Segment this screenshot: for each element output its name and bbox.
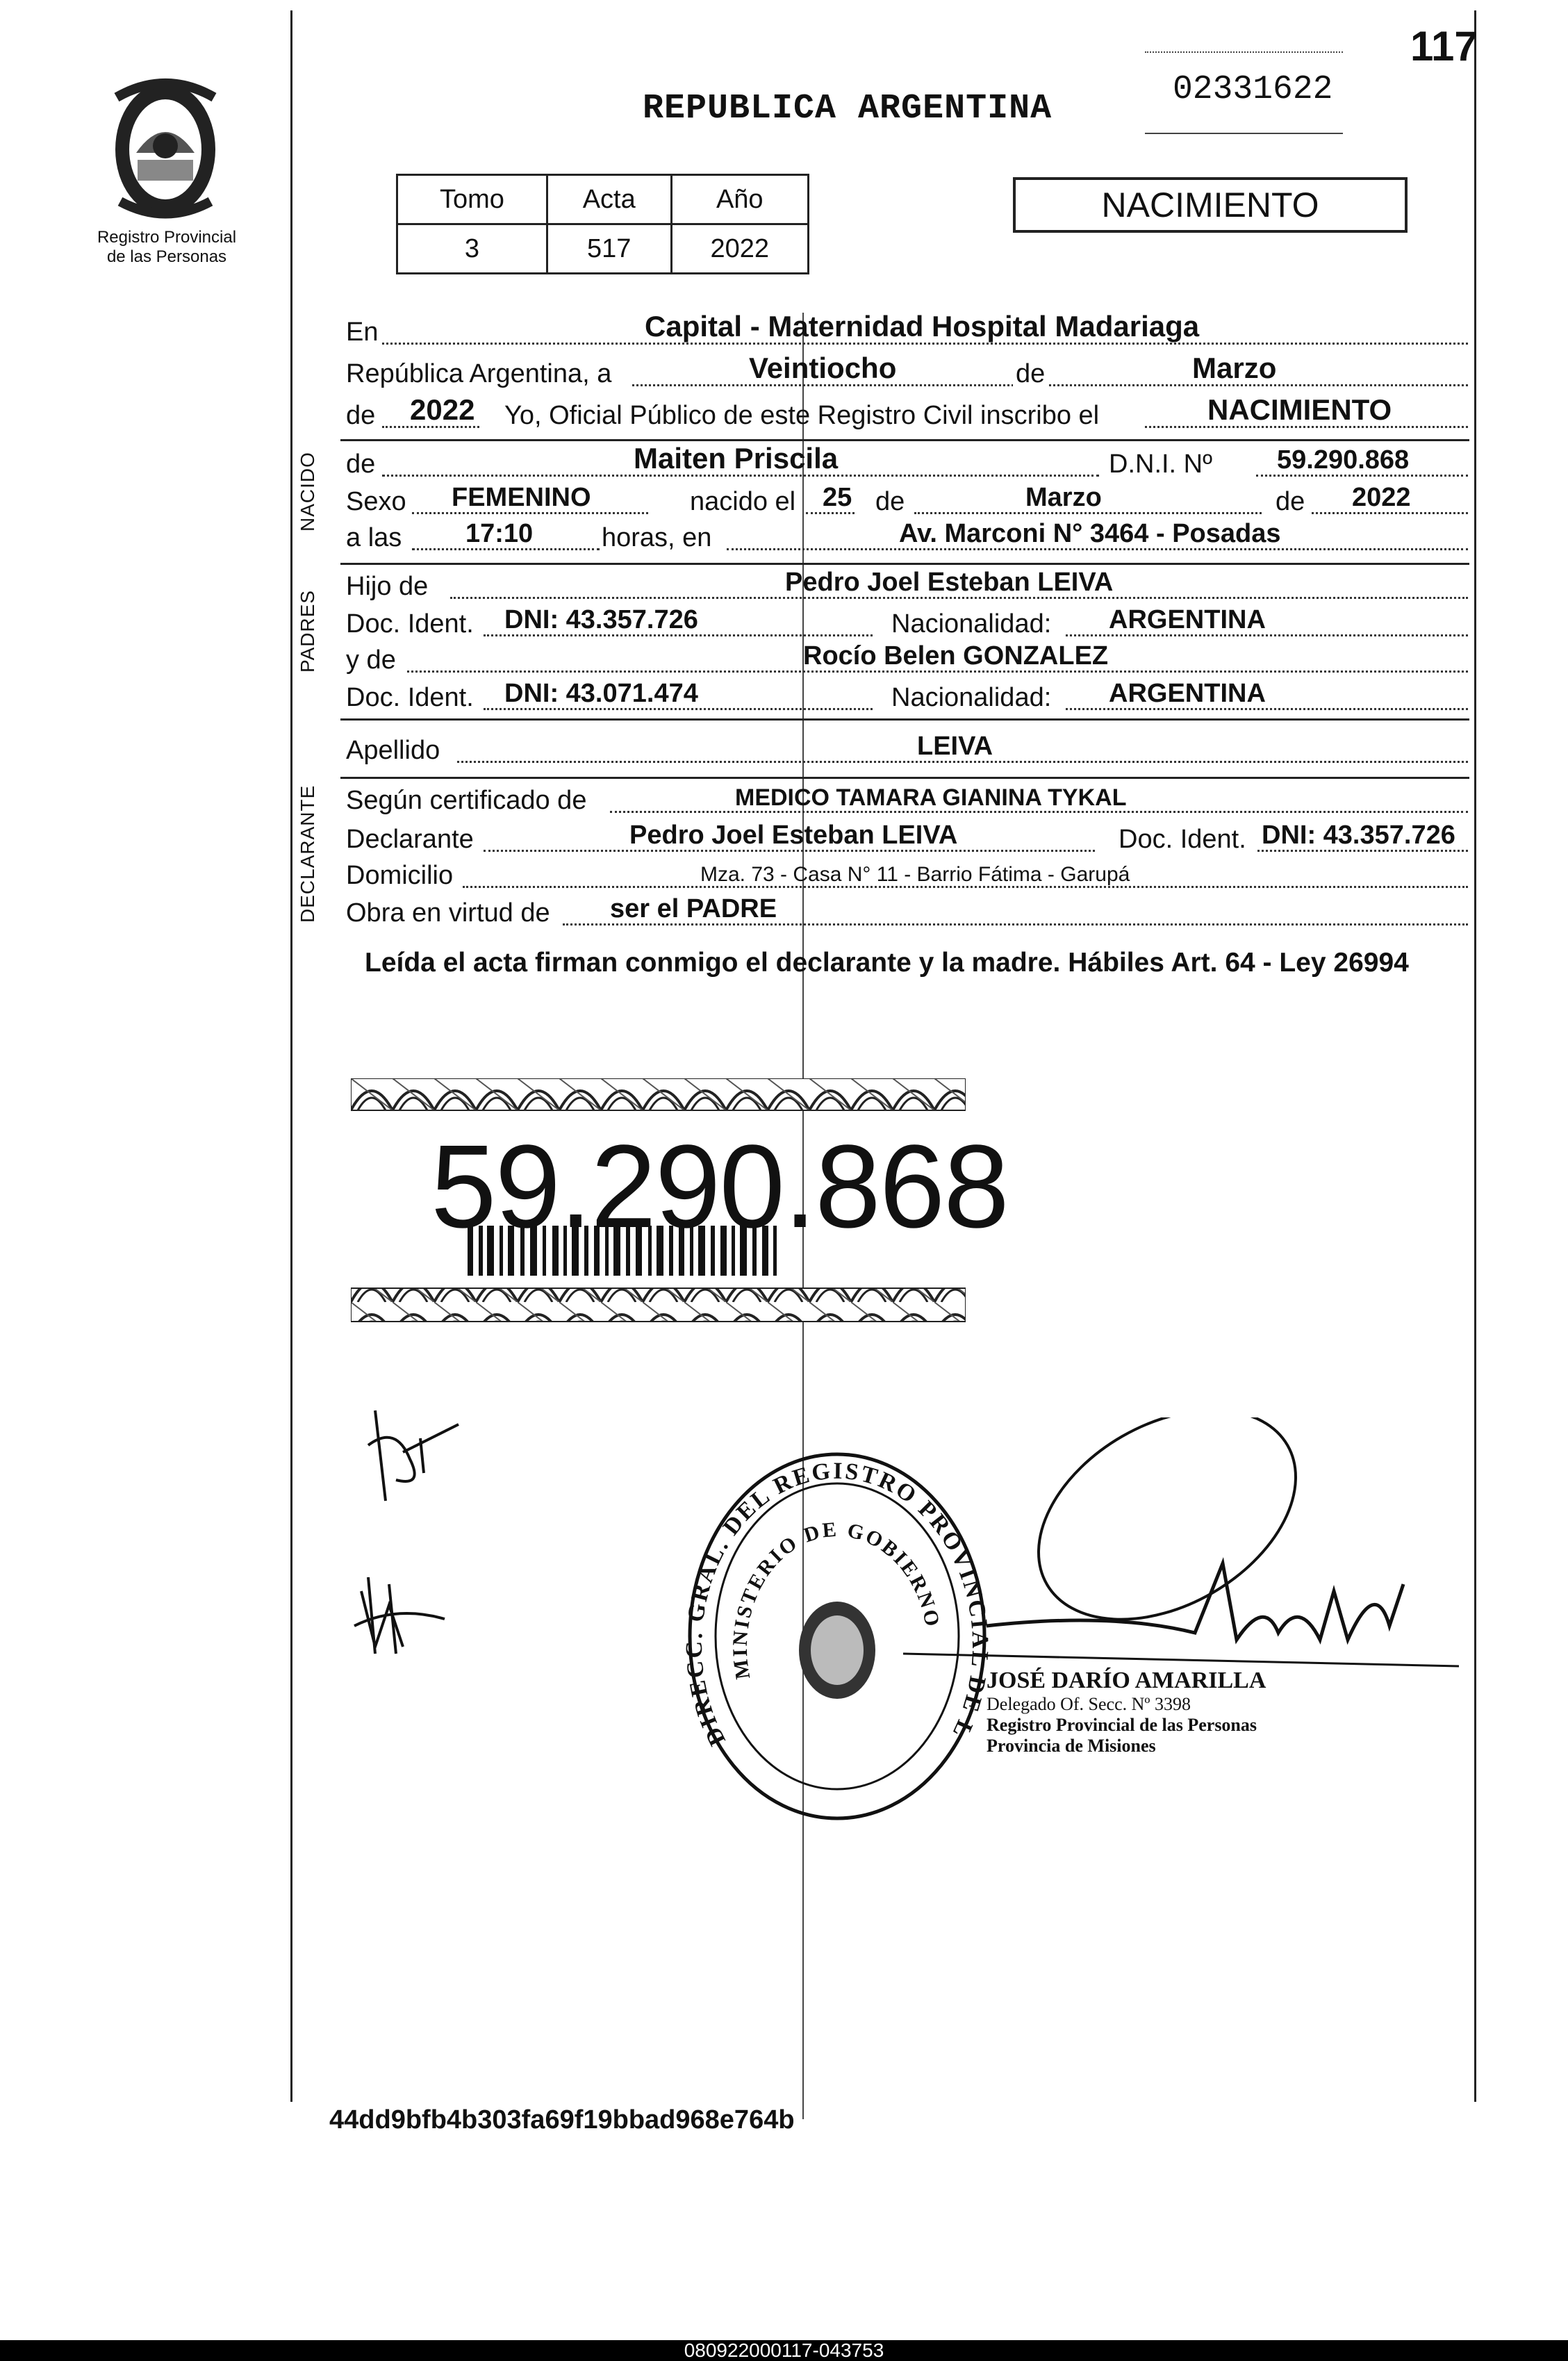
row-place [346,310,1468,352]
row-date [346,352,1468,393]
day-words: Veintiocho [749,352,897,384]
row-address [346,853,1468,895]
row-father [346,564,1468,606]
signatory-province: Provincia de Misiones [987,1736,1156,1756]
de-label-2: de [346,401,376,430]
record-type: NACIMIENTO [1101,186,1319,224]
anio-value: 2022 [671,224,808,274]
year: 2022 [410,393,475,426]
mother-doc: DNI: 43.071.474 [504,679,698,708]
birth-month: Marzo [1025,483,1102,512]
row-certificate [346,778,1468,820]
certificate-issuer: MEDICO TAMARA GIANINA TYKAL [735,784,1127,811]
page-number: 117 [1410,23,1478,69]
mother-name: Rocío Belen GONZALEZ [803,641,1109,671]
event-type: NACIMIENTO [1207,393,1392,426]
month: Marzo [1192,352,1277,384]
signatory-block [987,1668,1376,1757]
handwritten-signature-2 [347,1563,459,1661]
document-hash: 44dd9bfb4b303fa69f19bbad968e764b [329,2105,795,2134]
birth-day: 25 [823,483,852,512]
dni-big-number: 59.290.868 [431,1121,1008,1253]
padres-label: PADRES [297,589,318,673]
row-declarant [346,817,1468,859]
dni-label: D.N.I. Nº [1109,450,1212,479]
en-label: En [346,318,379,347]
domicilio-label: Domicilio [346,861,454,890]
mother-doc-label: Doc. Ident. [346,683,474,712]
mother-nationality: ARGENTINA [1109,679,1266,708]
left-border-line [290,10,292,2102]
signature-icon [347,1563,459,1661]
a-las-label: a las [346,523,402,552]
signatory-org: Registro Provincial de las Personas [987,1715,1257,1735]
declarante-field-label: Declarante [346,825,474,854]
registry-name [69,228,264,267]
nacido-section-line [340,439,1469,441]
nacido-label: NACIDO [297,452,318,532]
father-doc-label: Doc. Ident. [346,609,474,639]
father-doc: DNI: 43.357.726 [504,605,698,634]
surname: LEIVA [917,732,993,761]
signature-icon [354,1397,465,1508]
birth-place: Av. Marconi N° 3464 - Posadas [899,519,1281,548]
record-type-box [1013,177,1408,233]
tomo-header: Tomo [397,175,547,224]
apellido-label: Apellido [346,736,440,765]
country-title: REPUBLICA ARGENTINA [643,89,1053,129]
obra-label: Obra en virtud de [346,898,550,928]
registry-name-line1: Registro Provincial [97,228,237,247]
nacido-el-label: nacido el [690,487,796,516]
row-sex [346,479,1468,521]
province-crest-logo [96,69,235,222]
child-sex: FEMENINO [452,483,591,512]
father-name: Pedro Joel Esteban LEIVA [785,568,1114,597]
father-nat-label: Nacionalidad: [891,609,1052,639]
child-dni: 59.290.868 [1277,445,1410,475]
anio-header: Año [671,175,808,224]
mother-nat-label: Nacionalidad: [891,683,1052,712]
de-label-4: de [1276,487,1305,516]
row-time [346,516,1468,557]
tomo-value: 3 [397,224,547,274]
declarant-capacity: ser el PADRE [610,894,777,923]
signatory-role: Delegado Of. Secc. Nº 3398 [987,1694,1191,1714]
republica-label: República Argentina, a [346,359,612,388]
footer-code: 080922000117-043753 [0,2340,1568,2361]
registry-name-line2: de las Personas [106,247,227,266]
father-nationality: ARGENTINA [1109,605,1266,634]
row-capacity [346,891,1468,932]
signatory-name: JOSÉ DARÍO AMARILLA [987,1668,1266,1693]
birth-time: 17:10 [465,519,534,548]
nacido-de-label: de [346,450,376,479]
stamp-inner-text: MINISTERIO DE GOBIERNO [728,1517,945,1681]
closing-note: Leída el acta firman conmigo el declarante y la madre. Hábiles Art. 64 - Ley 26994 [365,948,1409,978]
book-reference-table [396,174,809,274]
declarant-doc: DNI: 43.357.726 [1262,821,1455,850]
segun-label: Según certificado de [346,786,587,815]
de-label: de [1013,359,1048,389]
sexo-label: Sexo [346,487,406,516]
stamp-outer-text: DIREC GRAL. DEL REGISTRO PROVINCI DE L [684,1458,990,1750]
y-de-label: y de [346,645,396,675]
serial-number: 02331622 [1173,71,1333,108]
declarant-doc-label: Doc. Ident. [1119,825,1246,854]
acta-header: Acta [547,175,671,224]
apellido-line [340,718,1469,721]
child-name: Maiten Priscila [634,442,839,475]
hijo-de-label: Hijo de [346,572,429,601]
declarant-address: Mza. 73 - Casa N° 11 - Barrio Fátima - Garupá [700,863,1130,886]
row-surname [346,728,1468,770]
de-label-3: de [875,487,905,516]
row-officer [346,393,1468,435]
birth-year: 2022 [1352,483,1411,512]
crest-icon [96,69,235,222]
birth-registration-place: Capital - Maternidad Hospital Madariaga [645,310,1200,343]
row-name [346,442,1468,484]
row-mother-doc [346,675,1468,717]
declarante-label: DECLARANTE [297,784,318,923]
declarant-name: Pedro Joel Esteban LEIVA [629,821,958,850]
officer-text: Yo, Oficial Público de este Registro Civil inscribo el [504,401,1100,430]
row-mother [346,638,1468,680]
handwritten-signature-1 [354,1397,465,1508]
row-father-doc [346,602,1468,643]
serial-box [1145,51,1343,134]
acta-value: 517 [547,224,671,274]
right-border-line [1474,10,1476,2102]
horas-label: horas, en [602,523,712,552]
